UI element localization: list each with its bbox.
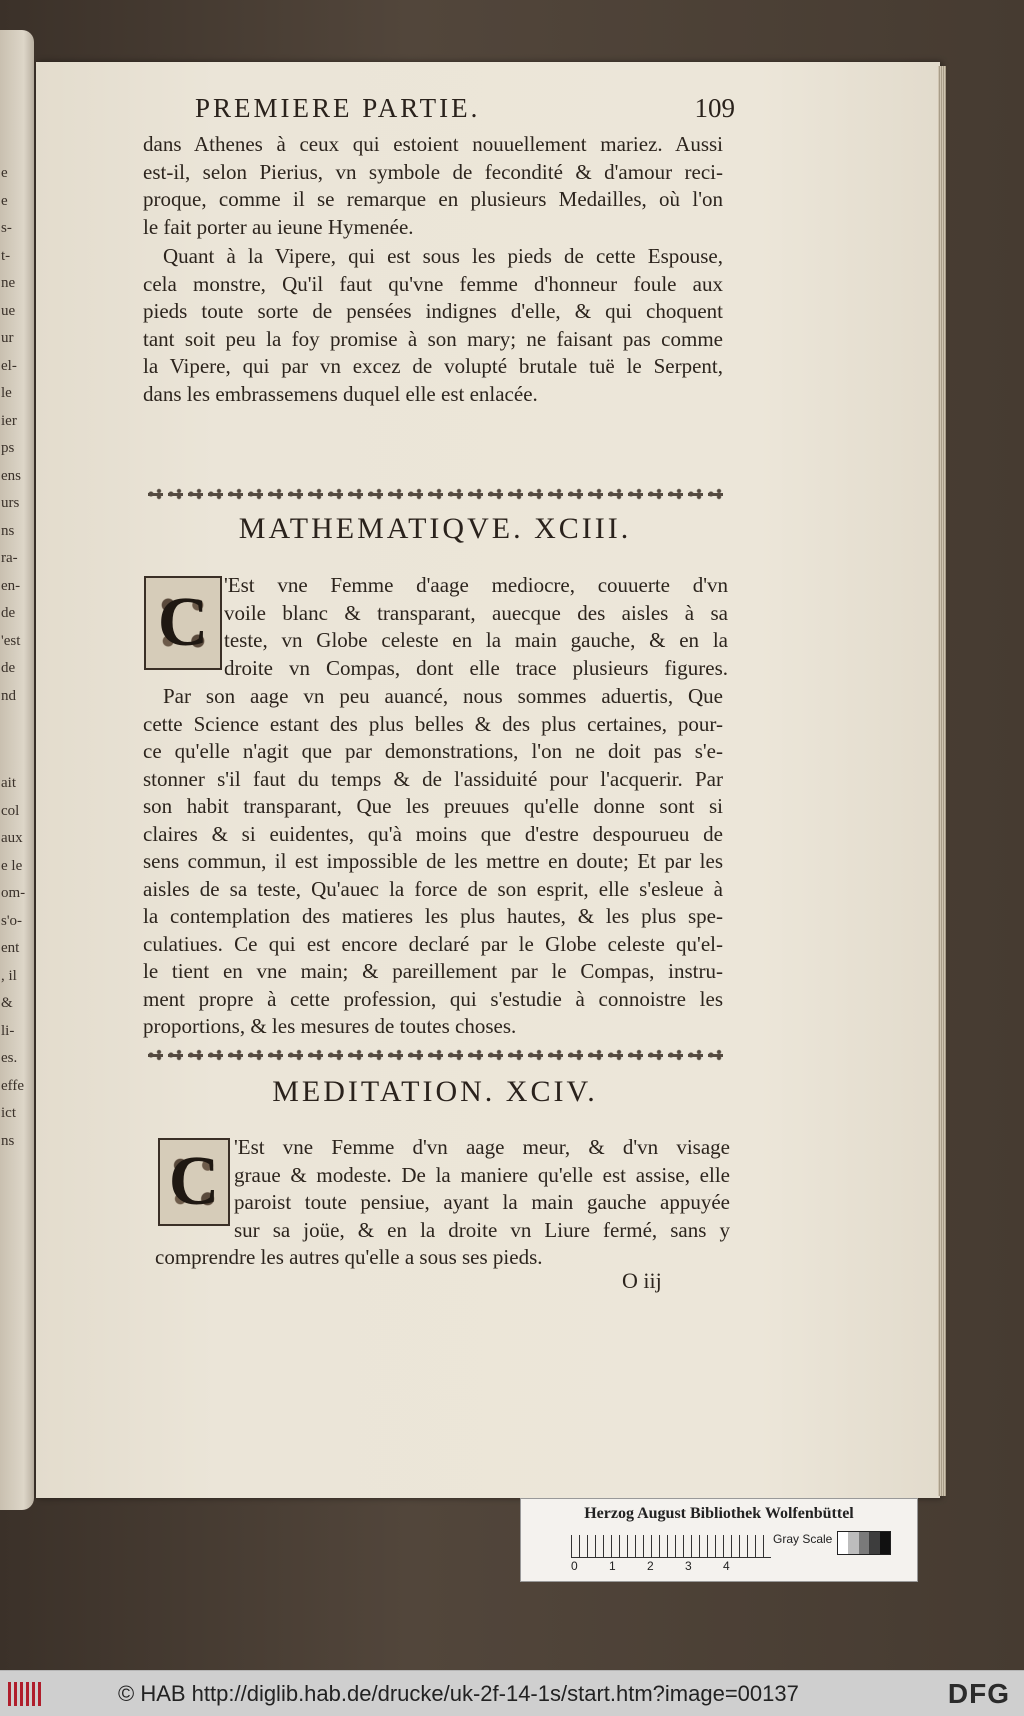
mathematique-body-line: stonner s'il faut du temps & de l'assiduité pour l'acquerir. Par xyxy=(143,766,723,791)
scale-ruler xyxy=(571,1535,771,1558)
vipere-line: la Vipere, qui par vn excez de volupté brutale tuë le Serpent, xyxy=(143,354,723,378)
left-page-fragment: le xyxy=(1,385,12,401)
mathematique-body-line: la contemplation des matieres les plus hautes, & les plus spe- xyxy=(143,904,723,928)
left-page-fragment: e xyxy=(1,165,8,181)
library-name: Herzog August Bibliothek Wolfenbüttel xyxy=(584,1505,854,1522)
left-page-fragment: ier xyxy=(1,412,17,429)
left-page-fragment: urs xyxy=(1,495,20,511)
vipere-line: cela monstre, Qu'il faut qu'vne femme d'honneur foule aux xyxy=(143,271,723,296)
left-page-fragment: col xyxy=(1,802,20,819)
meditation-lead-line: paroist toute pensiue, ayant la main gauche appuyée xyxy=(234,1190,730,1214)
left-page-fragment: en- xyxy=(1,577,21,594)
vipere-paragraph xyxy=(143,243,723,408)
left-page-edge xyxy=(0,30,34,1510)
gray-swatch xyxy=(859,1532,869,1554)
mathematique-body-line: culatiues. Ce qui est encore declaré par le Globe celeste qu'el- xyxy=(143,931,723,956)
running-header xyxy=(195,93,735,127)
left-page-fragment: de xyxy=(1,605,16,621)
gray-swatch xyxy=(838,1532,848,1554)
mathematique-lead-line: voile blanc & transparant, auecque des aisles à sa xyxy=(224,600,728,625)
intro-paragraph xyxy=(143,131,723,241)
left-page-fragment: om- xyxy=(1,885,26,901)
ruler-number: 4 xyxy=(723,1559,730,1573)
page-edges xyxy=(938,66,946,1496)
intro-line: proque, comme il se remarque en plusieurs Medailles, où l'on xyxy=(143,187,723,211)
signature-mark: O iij xyxy=(622,1268,662,1293)
decorated-initial-c-1: C xyxy=(144,576,222,670)
mathematique-body-line: proportions, & les mesures de toutes choses. xyxy=(143,1014,517,1038)
mathematique-body-line: ce qu'elle n'agit que par demonstrations, l'on ne doit pas s'e- xyxy=(143,739,723,763)
footer-bar xyxy=(0,1670,1024,1716)
mathematique-lead xyxy=(224,572,728,682)
mathematique-lead-line: 'Est vne Femme d'aage mediocre, couuerte d'vn xyxy=(224,573,728,597)
hab-logo-icon xyxy=(8,1682,44,1706)
mathematique-body-line: Par son aage vn peu auancé, nous sommes aduertis, Que xyxy=(163,684,723,708)
left-page-fragment: s'o- xyxy=(1,912,23,929)
intro-line: est-il, selon Pierius, vn symbole de fecondité & d'amour reci- xyxy=(143,159,723,184)
left-page-fragment: ue xyxy=(1,302,16,319)
left-page-fragment: ns xyxy=(1,1132,15,1149)
left-page-fragment: e xyxy=(1,192,8,209)
mathematique-body-line: ment propre à cette profession, qui s'estudie à connoistre les xyxy=(143,986,723,1011)
vipere-line: Quant à la Vipere, qui est sous les pieds de cette Espouse, xyxy=(163,244,723,268)
meditation-lead-line: graue & modeste. De la maniere qu'elle est assise, elle xyxy=(234,1162,730,1187)
left-page-fragment: effe xyxy=(1,1077,25,1094)
page-number: 109 xyxy=(694,93,735,123)
mathematique-body-line: cette Science estant des plus belles & des plus certaines, pour- xyxy=(143,711,723,736)
mathematique-body-line: claires & si euidentes, qu'à moins que d'estre despourueu de xyxy=(143,821,723,846)
left-page-fragment: & xyxy=(1,995,13,1011)
intro-line: dans Athenes à ceux qui estoient nouuellement mariez. Aussi xyxy=(143,132,723,156)
left-page-fragment: es. xyxy=(1,1050,18,1066)
left-page-fragment: s- xyxy=(1,220,12,236)
ruler-numbers xyxy=(571,1559,771,1575)
gray-scale-label: Gray Scale xyxy=(773,1532,833,1546)
left-page-fragment: ict xyxy=(1,1105,16,1121)
left-page-fragment: nd xyxy=(1,687,16,704)
left-page-fragment: ps xyxy=(1,440,15,456)
mathematique-body-line: sens commun, il est impossible de les mettre en doute; Et par les xyxy=(143,849,723,873)
left-page-fragment: ent xyxy=(1,940,20,956)
meditation-lead-line: 'Est vne Femme d'vn aage meur, & d'vn visage xyxy=(234,1135,730,1159)
left-page-fragment: ens xyxy=(1,467,21,484)
section-heading-mathematique: MATHEMATIQVE. XCIII. xyxy=(238,512,632,545)
left-page-fragment: ns xyxy=(1,522,15,539)
section-heading-meditation: MEDITATION. XCIV. xyxy=(272,1075,598,1108)
left-page-fragment: ait xyxy=(1,775,16,791)
ruler-number: 0 xyxy=(571,1559,578,1573)
gray-swatch xyxy=(880,1532,890,1554)
left-page-fragment: , il xyxy=(1,967,17,984)
meditation-lead xyxy=(234,1134,730,1244)
left-page-fragment: e le xyxy=(1,857,23,874)
left-page-fragment: aux xyxy=(1,830,23,846)
left-page-fragment: el- xyxy=(1,357,17,374)
running-title: PREMIERE PARTIE. xyxy=(195,93,481,123)
mathematique-body-line: le tient en vne main; & pareillement par le Compas, instru- xyxy=(143,959,723,983)
left-page-fragment: li- xyxy=(1,1022,15,1039)
mathematique-body-line: son habit transparant, Que les preuues qu'elle donne sont si xyxy=(143,794,723,818)
left-page-fragment: t- xyxy=(1,247,11,264)
gray-scale-swatches xyxy=(837,1531,891,1555)
dfg-logo: DFG xyxy=(947,1678,1010,1709)
ruler-number: 3 xyxy=(685,1559,692,1573)
mathematique-lead-line: droite vn Compas, dont elle trace plusieurs figures. xyxy=(224,655,728,680)
mathematique-lead-line: teste, vn Globe celeste en la main gauche, & en la xyxy=(224,628,728,652)
meditation-tail-line: comprendre les autres qu'elle a sous ses pieds. xyxy=(155,1245,543,1269)
vipere-line: dans les embrassemens duquel elle est enlacée. xyxy=(143,381,538,406)
meditation-lead-line: sur sa joüe, & en la droite vn Liure fermé, sans y xyxy=(234,1217,730,1242)
decorated-initial-c-2: C xyxy=(158,1138,230,1226)
left-page-fragment: de xyxy=(1,660,16,676)
ruler-number: 1 xyxy=(609,1559,616,1573)
intro-line: le fait porter au ieune Hymenée. xyxy=(143,214,414,239)
ornament-divider-1 xyxy=(145,485,725,503)
vipere-line: pieds toute sorte de pensées indignes d'elle, & qui choquent xyxy=(143,299,723,323)
mathematique-body xyxy=(143,683,723,1041)
left-page-fragment: ne xyxy=(1,275,16,291)
color-calibration-bar xyxy=(520,1498,918,1582)
source-url: © HAB http://diglib.hab.de/drucke/uk-2f-14-1s/start.htm?image=00137 xyxy=(118,1681,799,1706)
ruler-number: 2 xyxy=(647,1559,654,1573)
gray-swatch xyxy=(869,1532,879,1554)
left-page-fragment: ra- xyxy=(1,550,18,566)
mathematique-body-line: aisles de sa teste, Qu'auec la force de son esprit, elle s'esleue à xyxy=(143,876,723,901)
gray-swatch xyxy=(848,1532,858,1554)
left-page-fragment: ur xyxy=(1,330,14,346)
ornament-divider-2 xyxy=(145,1046,725,1064)
left-page-fragment: 'est xyxy=(1,632,21,649)
vipere-line: tant soit peu la foy promise à son mary; ne faisant pas comme xyxy=(143,326,723,351)
